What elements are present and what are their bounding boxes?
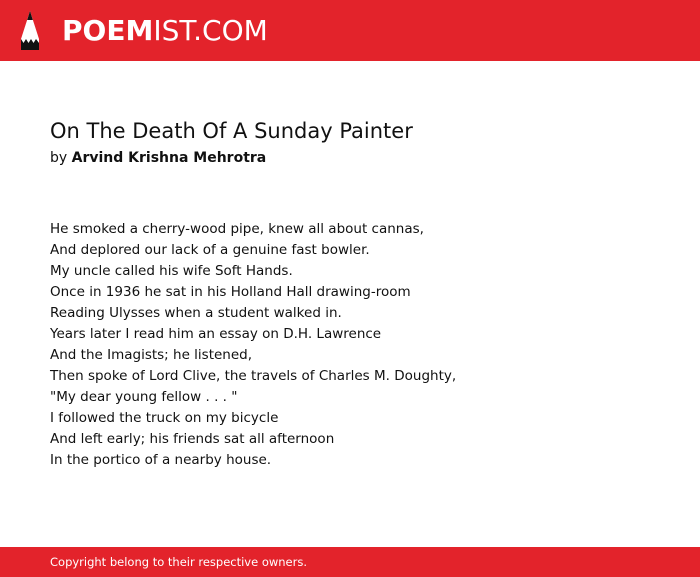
poem-line: Years later I read him an essay on D.H. Lawrence	[50, 326, 382, 342]
poem-line: In the portico of a nearby house.	[50, 452, 272, 468]
poem-author: Arvind Krishna Mehrotra	[71, 150, 267, 166]
poem-line: Once in 1936 he sat in his Holland Hall drawing-room	[50, 284, 411, 300]
poem-line: I followed the truck on my bicycle	[50, 410, 279, 426]
logo-brand-light: IST.COM	[153, 14, 268, 47]
site-footer	[0, 547, 700, 577]
logo-brand-bold: POEM	[62, 14, 154, 47]
poem-body	[50, 219, 456, 471]
by-label: by	[50, 150, 68, 166]
poem-line: And deplored our lack of a genuine fast bowler.	[50, 242, 370, 258]
poem-line: And left early; his friends sat all afternoon	[50, 431, 335, 447]
site-logo[interactable]	[62, 13, 268, 49]
copyright-text: Copyright belong to their respective owners.	[50, 555, 308, 569]
poem-line: My uncle called his wife Soft Hands.	[50, 263, 293, 279]
poem-title: On The Death Of A Sunday Painter	[50, 119, 413, 143]
poem-line: And the Imagists; he listened,	[50, 347, 253, 363]
pencil-icon[interactable]	[18, 10, 42, 52]
poem-byline	[50, 148, 266, 168]
poem-line: Reading Ulysses when a student walked in.	[50, 305, 342, 321]
poem-line: "My dear young fellow . . . "	[50, 389, 238, 405]
poem-line: Then spoke of Lord Clive, the travels of Charles M. Doughty,	[50, 368, 457, 384]
site-header	[0, 0, 700, 61]
poem-line: He smoked a cherry-wood pipe, knew all about cannas,	[50, 221, 424, 237]
